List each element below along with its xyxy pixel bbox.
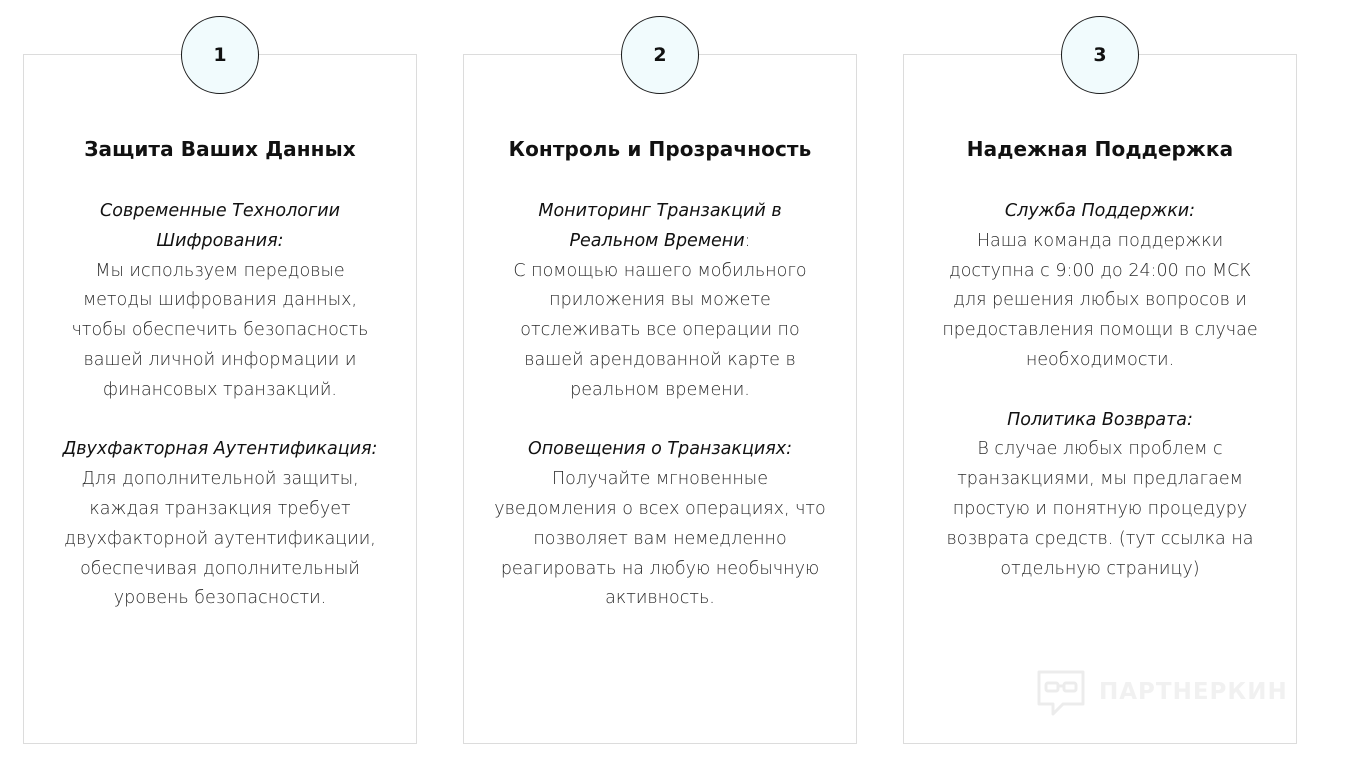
section-text: Мы используем передовые методы шифрования данных, чтобы обеспечить безопасность вашей личной информации и финансовых транзакций. [71, 260, 369, 400]
section-text: Получайте мгновенные уведомления о всех операциях, что позволяет вам немедленно реагировать на любую необычную активность. [494, 469, 826, 609]
card-body [492, 197, 828, 614]
section-heading: Мониторинг Транзакций в Реальном Времени [538, 201, 782, 251]
chat-bubble-glasses-icon [1033, 664, 1089, 720]
section-text: Для дополнительной защиты, каждая транзакция требует двухфакторной аутентификации, обеспечивая дополнительный уровень безопасности. [64, 469, 376, 609]
step-number-badge: 1 [181, 16, 259, 94]
card-title: Защита Ваших Данных [84, 137, 356, 161]
section-text: В случае любых проблем с транзакциями, мы предлагаем простую и понятную процедуру возврата средств. (тут ссылка на отдельную страницу) [946, 439, 1254, 579]
section-text: Наша команда поддержки доступна с 9:00 до 24:00 по МСК для решения любых вопросов и предоставления помощи в случае необходимости. [942, 230, 1258, 370]
watermark-text: ПАРТНЕРКИН [1099, 679, 1288, 705]
section-heading: Двухфакторная Аутентификация: [62, 439, 378, 460]
feature-card-data-protection [23, 54, 417, 744]
card-body [934, 197, 1266, 584]
card-title: Надежная Поддержка [966, 137, 1234, 161]
step-number-badge: 3 [1061, 16, 1139, 94]
section-heading: Служба Поддержки: [1004, 201, 1196, 221]
section-heading: Оповещения о Транзакциях: [527, 439, 793, 460]
watermark [1033, 664, 1288, 720]
feature-card-reliable-support [903, 54, 1297, 744]
section-text: С помощью нашего мобильного приложения вы можете отслеживать все операции по вашей арендованной карте в реальном времени. [513, 260, 807, 400]
card-body [60, 197, 380, 614]
section-heading-suffix: : [744, 230, 751, 251]
section-heading-wrap [492, 197, 828, 257]
feature-card-control-transparency [463, 54, 857, 744]
card-title: Контроль и Прозрачность [508, 137, 812, 161]
section-heading: Современные Технологии Шифрования: [100, 201, 340, 251]
step-number-badge: 2 [621, 16, 699, 94]
section-heading: Политика Возврата: [1007, 409, 1193, 430]
